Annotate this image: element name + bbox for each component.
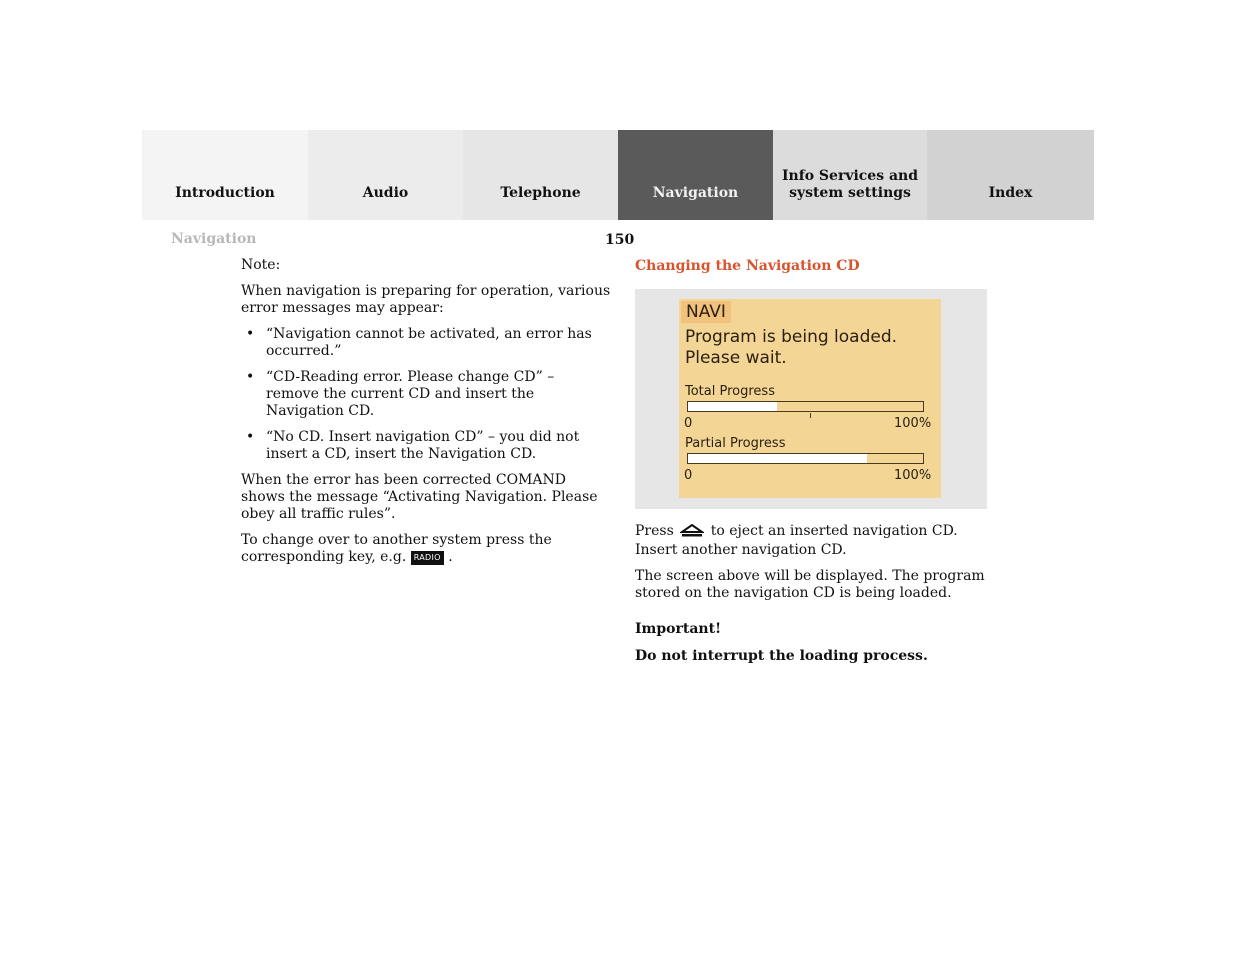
partial-progress-fill (688, 454, 867, 463)
bullet-icon: • (246, 369, 255, 385)
tab-telephone[interactable] (463, 130, 618, 220)
navi-badge: NAVI (681, 301, 731, 323)
total-max-label: 100% (894, 416, 932, 431)
tab-label: Audio (362, 185, 409, 201)
important-label: Important! (635, 621, 722, 637)
section-title: Navigation (171, 231, 257, 247)
note-label: Note: (241, 257, 281, 273)
tab-index[interactable] (927, 130, 1094, 220)
tab-label: Index (988, 185, 1033, 201)
partial-progress-bar (687, 453, 924, 464)
total-progress-label: Total Progress (685, 384, 775, 399)
progress-tick (810, 413, 811, 418)
loading-message: Program is being loaded. Please wait. (685, 327, 898, 368)
list-item: • “CD-Reading error. Please change CD” – remove the current CD and insert the Navigation CD. (246, 369, 555, 419)
list-item: • “No CD. Insert navigation CD” – you did not insert a CD, insert the Navigation CD. (246, 429, 580, 462)
tab-label: Telephone (500, 185, 581, 201)
total-progress-bar (687, 401, 924, 412)
section-heading: Changing the Navigation CD (635, 258, 860, 274)
partial-progress-label: Partial Progress (685, 436, 786, 451)
eject-icon (680, 524, 704, 542)
tab-label: Navigation (652, 185, 739, 201)
list-item: • “Navigation cannot be activated, an error has occurred.” (246, 326, 592, 359)
page-number: 150 (605, 232, 635, 248)
change-system-text: To change over to another system press the corresponding key, e.g. RADIO . (241, 532, 552, 565)
tab-label: Info Services and system settings (781, 168, 919, 201)
error-list (241, 326, 611, 463)
tab-introduction[interactable] (142, 130, 308, 220)
right-column (635, 258, 995, 674)
total-progress-fill (688, 402, 777, 411)
warning-text: Do not interrupt the loading process. (635, 648, 928, 664)
partial-max-label: 100% (894, 468, 932, 483)
bullet-icon: • (246, 429, 255, 445)
tab-info-services[interactable] (773, 130, 927, 220)
screen-note: The screen above will be displayed. The program stored on the navigation CD is being loaded. (635, 568, 985, 601)
intro-text: When navigation is preparing for operation, various error messages may appear: (241, 283, 611, 316)
corrected-text: When the error has been corrected COMAND shows the message “Activating Navigation. Please obey all traffic rules”. (241, 472, 598, 522)
radio-key-icon: RADIO (411, 551, 444, 565)
bullet-icon: • (246, 326, 255, 342)
tab-navigation[interactable] (618, 130, 773, 220)
total-min-label: 0 (684, 416, 693, 431)
partial-min-label: 0 (684, 468, 693, 483)
eject-instruction: Press to eject an inserted navigation CD. Insert another navigation CD. (635, 523, 958, 558)
tab-audio[interactable] (308, 130, 463, 220)
chapter-tabs (142, 130, 1094, 220)
navi-display (679, 299, 941, 498)
screen-illustration (635, 289, 987, 509)
tab-label: Introduction (175, 185, 275, 201)
left-column (241, 257, 611, 575)
